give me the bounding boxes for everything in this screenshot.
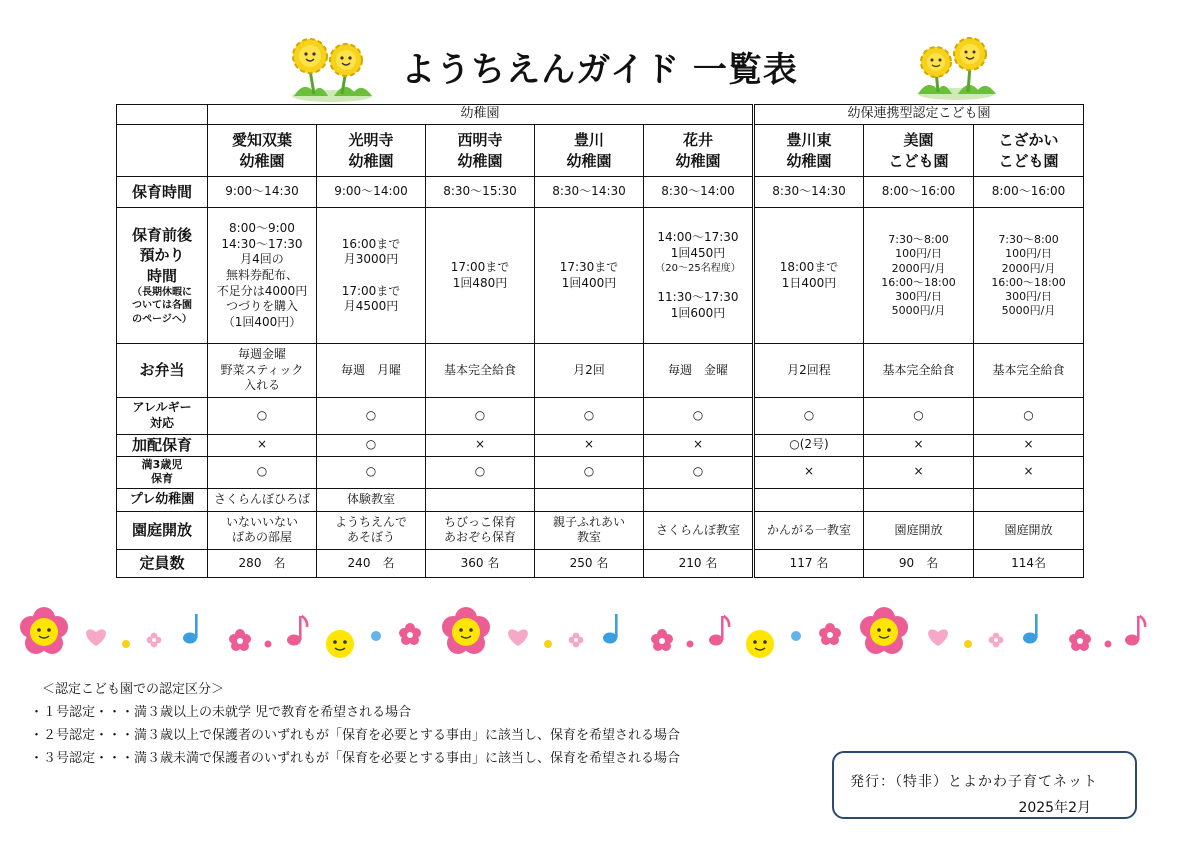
- dandelion-illustration-left: [284, 32, 380, 104]
- group-kodomoen: 幼保連携型認定こども園: [754, 105, 1084, 125]
- cell-extra-care: ×: [535, 434, 644, 456]
- cell-pre: 体験教室: [317, 488, 426, 511]
- publish-date: 2025年2月: [1018, 800, 1091, 816]
- cell-allergy: ○: [864, 397, 974, 434]
- row-label: お弁当: [117, 344, 208, 397]
- cell-pre: [974, 488, 1084, 511]
- cell-open: 園庭開放: [864, 511, 974, 549]
- group-header-row: [117, 105, 1084, 125]
- cell-extended-care: 17:30まで 1回400円: [535, 208, 644, 344]
- note-item: ・１号認定・・・満３歳以上の未就学 児で教育を希望される場合: [30, 705, 412, 720]
- cell-age3: ○: [644, 456, 754, 488]
- cell-capacity: 210 名: [644, 549, 754, 577]
- cell-extra-care: ○: [317, 434, 426, 456]
- school-name: 西明寺 幼稚園: [426, 125, 535, 177]
- cell-age3: ×: [754, 456, 864, 488]
- cell-hours: 8:30～14:30: [535, 177, 644, 208]
- publisher-box: [832, 751, 1137, 819]
- cell-open: 園庭開放: [974, 511, 1084, 549]
- cell-hours: 9:00～14:30: [208, 177, 317, 208]
- cell-extra-care: ×: [644, 434, 754, 456]
- school-name: 光明寺 幼稚園: [317, 125, 426, 177]
- cell-extended-care: 8:00～9:00 14:30～17:30 月4回の 無料券配布、 不足分は4000円 つづりを購入 （1回400円）: [208, 208, 317, 344]
- cell-extra-care: ×: [864, 434, 974, 456]
- row-capacity: [117, 549, 1084, 577]
- cell-age3: ○: [426, 456, 535, 488]
- school-name: こざかい こども園: [974, 125, 1084, 177]
- row-label: 定員数: [117, 549, 208, 577]
- cell-open: さくらんぼ教室: [644, 511, 754, 549]
- corner-cell: [117, 125, 208, 177]
- cell-pre: [864, 488, 974, 511]
- page-title: ようちえんガイド 一覧表: [401, 50, 798, 90]
- cell-hours: 9:00～14:00: [317, 177, 426, 208]
- cell-allergy: ○: [317, 397, 426, 434]
- publisher-name: 発行：（特非）とよかわ子育てネット: [850, 774, 1098, 790]
- cell-extra-care: ×: [426, 434, 535, 456]
- row-extra-care: [117, 434, 1084, 456]
- row-label: アレルギー 対応: [117, 397, 208, 434]
- cell-capacity: 90 名: [864, 549, 974, 577]
- cell-lunch: 毎週金曜 野菜スティック 入れる: [208, 344, 317, 397]
- row-label: 保育時間: [117, 177, 208, 208]
- cell-extended-care: 16:00まで 月3000円 17:00まで 月4500円: [317, 208, 426, 344]
- cell-pre: [426, 488, 535, 511]
- row-label: 園庭開放: [117, 511, 208, 549]
- cell-lunch: 月2回: [535, 344, 644, 397]
- cell-allergy: ○: [644, 397, 754, 434]
- cell-lunch: 基本完全給食: [864, 344, 974, 397]
- cell-hours: 8:30～14:00: [644, 177, 754, 208]
- notes-title: ＜認定こども園での認定区分＞: [42, 682, 225, 697]
- cell-open: いないいない ばあの部屋: [208, 511, 317, 549]
- cell-lunch: 基本完全給食: [426, 344, 535, 397]
- row-allergy: [117, 397, 1084, 434]
- cell-allergy: ○: [208, 397, 317, 434]
- cell-extended-care: 14:00～17:30 1回450円 （20～25名程度） 11:30～17:30 1回600円: [644, 208, 754, 344]
- cell-allergy: ○: [754, 397, 864, 434]
- school-name: 愛知双葉 幼稚園: [208, 125, 317, 177]
- cell-capacity: 250 名: [535, 549, 644, 577]
- school-name: 美園 こども園: [864, 125, 974, 177]
- row-label: プレ幼稚園: [117, 488, 208, 511]
- cell-lunch: 月2回程: [754, 344, 864, 397]
- cell-open: ちびっこ保育 あおぞら保育: [426, 511, 535, 549]
- cell-pre: [644, 488, 754, 511]
- cell-allergy: ○: [974, 397, 1084, 434]
- cell-hours: 8:30～14:30: [754, 177, 864, 208]
- row-lunch: [117, 344, 1084, 397]
- decorative-flower-border: [0, 600, 1199, 670]
- cell-lunch: 毎週 金曜: [644, 344, 754, 397]
- cell-capacity: 117 名: [754, 549, 864, 577]
- cell-hours: 8:00～16:00: [864, 177, 974, 208]
- group-kindergarten: 幼稚園: [208, 105, 754, 125]
- row-pre-kindergarten: [117, 488, 1084, 511]
- row-open-garden: [117, 511, 1084, 549]
- school-name: 豊川 幼稚園: [535, 125, 644, 177]
- cell-open: ようちえんで あそぼう: [317, 511, 426, 549]
- row-label: 保育前後 預かり 時間 （長期休暇に ついては各園 のページへ）: [117, 208, 208, 344]
- cell-age3: ○: [317, 456, 426, 488]
- dandelion-illustration-right: [910, 36, 1002, 102]
- cell-age3: ○: [208, 456, 317, 488]
- cell-capacity: 114名: [974, 549, 1084, 577]
- cell-hours: 8:00～16:00: [974, 177, 1084, 208]
- cell-age3: ○: [535, 456, 644, 488]
- school-name: 花井 幼稚園: [644, 125, 754, 177]
- cell-pre: [754, 488, 864, 511]
- school-name-row: [117, 125, 1084, 177]
- row-label: 加配保育: [117, 434, 208, 456]
- cell-extended-care: 7:30～8:00 100円/日 2000円/月 16:00～18:00 300円/日 5000円/月: [974, 208, 1084, 344]
- cell-capacity: 240 名: [317, 549, 426, 577]
- cell-age3: ×: [864, 456, 974, 488]
- row-age3: [117, 456, 1084, 488]
- cell-hours: 8:30～15:30: [426, 177, 535, 208]
- cell-open: かんがる一教室: [754, 511, 864, 549]
- cell-lunch: 毎週 月曜: [317, 344, 426, 397]
- note-item: ・３号認定・・・満３歳未満で保護者のいずれもが「保育を必要とする事由」に該当し、保育を希望される場合: [30, 751, 681, 766]
- row-label: 満3歳児 保育: [117, 456, 208, 488]
- cell-open: 親子ふれあい 教室: [535, 511, 644, 549]
- cell-pre: さくらんぼひろば: [208, 488, 317, 511]
- school-name: 豊川東 幼稚園: [754, 125, 864, 177]
- cell-lunch: 基本完全給食: [974, 344, 1084, 397]
- cell-extra-care: ○(2号): [754, 434, 864, 456]
- cell-allergy: ○: [426, 397, 535, 434]
- row-hours: [117, 177, 1084, 208]
- row-extended-care: [117, 208, 1084, 344]
- cell-extended-care: 17:00まで 1回480円: [426, 208, 535, 344]
- cell-extended-care: 7:30～8:00 100円/日 2000円/月 16:00～18:00 300円/日 5000円/月: [864, 208, 974, 344]
- cell-capacity: 280 名: [208, 549, 317, 577]
- certification-notes: [30, 678, 680, 770]
- cell-extended-care: 18:00まで 1日400円: [754, 208, 864, 344]
- kindergarten-comparison-table: [116, 104, 1084, 578]
- cell-extra-care: ×: [974, 434, 1084, 456]
- cell-pre: [535, 488, 644, 511]
- cell-capacity: 360 名: [426, 549, 535, 577]
- cell-allergy: ○: [535, 397, 644, 434]
- note-item: ・２号認定・・・満３歳以上で保護者のいずれもが「保育を必要とする事由」に該当し、保育を希望される場合: [30, 728, 681, 743]
- corner-cell: [117, 105, 208, 125]
- cell-extra-care: ×: [208, 434, 317, 456]
- cell-age3: ×: [974, 456, 1084, 488]
